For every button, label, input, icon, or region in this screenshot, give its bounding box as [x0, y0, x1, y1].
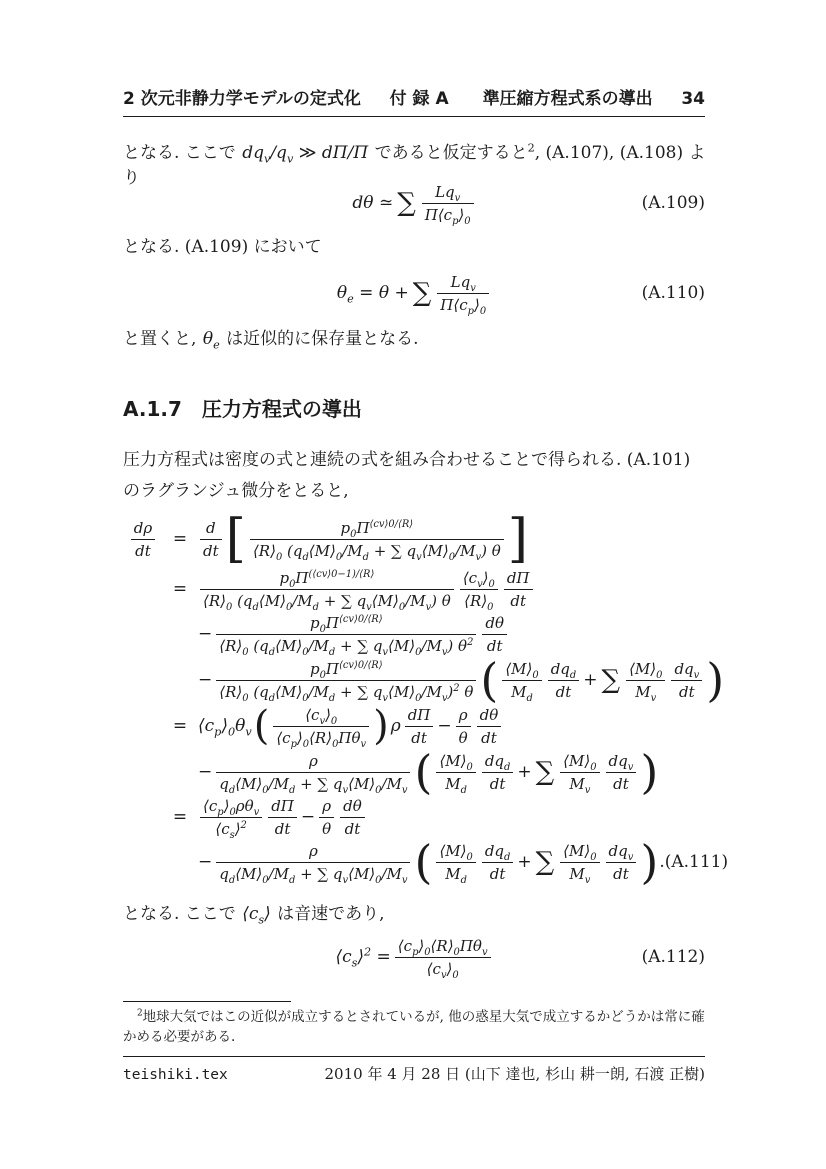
fraction: [216, 751, 410, 796]
fraction: [319, 797, 334, 838]
numerator: $dq_v$: [674, 659, 700, 681]
denominator: dt: [671, 680, 702, 701]
numerator: $p_0\Pi^{(⟨cv⟩0-1)/⟨R⟩}$: [279, 568, 375, 590]
denominator: dt: [405, 726, 434, 747]
denominator: dt: [131, 539, 155, 560]
fraction: [216, 841, 410, 886]
equation-a110: $\theta_e = \theta$ + ∑ $\frac{Lq_v}{\Pi⟨c_p⟩_0}$ (A.110): [336, 272, 705, 317]
fraction: [502, 659, 541, 704]
equation-row: − $\frac{\rho}{q_d⟨M⟩_0/M_d + \sum q_v⟨M⟩_0/M_v}$ ( $\frac{⟨M⟩_0}{M_d}$ $\frac{dq_d}{dt}$ + ∑ $\frac{⟨M⟩_0}{M_v}$ $\frac{dq_v}{dt}$ ): [198, 745, 659, 799]
footnote-marker: 2: [137, 1008, 143, 1019]
page-number: 34: [681, 89, 705, 109]
minus-sign: −: [300, 807, 316, 827]
equation-row: = $⟨c_p⟩_0\theta_v$ ( $\frac{⟨c_v⟩_0}{⟨c_p⟩_0⟨R⟩_0\Pi\theta_v}$ ) ρ $\frac{d\Pi}{dt}$ − $\frac{\rho}{\theta}$ $\frac{d\theta}{dt}$: [123, 704, 705, 748]
math-token: ρ: [390, 716, 401, 736]
fraction: [548, 660, 580, 701]
denominator: dt: [200, 539, 222, 560]
paragraph-intro-a110: [123, 235, 713, 260]
text-run: と置くと,: [123, 329, 202, 349]
plus-sign: +: [583, 670, 598, 690]
numerator: $⟨c_v⟩_0$: [305, 705, 338, 727]
fraction: [560, 751, 599, 796]
section-number: A.1.7: [123, 397, 182, 421]
denominator: dt: [482, 634, 507, 655]
fraction: [626, 659, 665, 704]
section-heading: [123, 393, 713, 422]
math-run: $\theta_e$: [202, 329, 220, 352]
numerator: $⟨c_p⟩_0⟨R⟩_0\Pi\theta_v$: [397, 936, 488, 958]
equation-a111: [123, 509, 729, 889]
denominator: $⟨c_p⟩_0⟨R⟩_0\Pi\theta_v$: [273, 726, 369, 747]
denominator: dt: [606, 772, 637, 793]
denominator: θ: [456, 726, 471, 747]
denominator: θ: [319, 817, 334, 838]
footnote-text: 地球大気ではこの近似が成立するとされているが, 他の惑星大気で成立するかどうかは常に確かめる必要がある.: [123, 1009, 705, 1045]
numerator: dρ: [133, 518, 153, 537]
equation-label: (A.111): [664, 852, 729, 872]
text-run: となる. ここで: [123, 143, 242, 163]
minus-sign: −: [198, 852, 213, 872]
denominator: dt: [268, 817, 297, 838]
equation-label: (A.110): [641, 283, 705, 303]
paragraph-pressure-eq: [123, 445, 708, 507]
numerator: $Lq_v$: [435, 182, 461, 204]
fraction: [456, 706, 471, 747]
numerator: $dq_v$: [608, 751, 634, 773]
numerator: $⟨M⟩_0$: [439, 751, 473, 773]
math-token: dθ ≃: [352, 193, 394, 213]
numerator: $p_0\Pi^{⟨cv⟩0/⟨R⟩}$: [340, 518, 414, 540]
fraction: [482, 752, 514, 793]
section-title: 圧力方程式の導出: [201, 397, 362, 421]
denominator: $q_d⟨M⟩_0/M_d$ + ∑ $q_v⟨M⟩_0/M_v$: [216, 772, 410, 793]
denominator: $M_v$: [560, 772, 599, 793]
denominator: $M_d$: [436, 772, 475, 793]
equation-row: − $\frac{p_0\Pi^{⟨cv⟩0/⟨R⟩}}{⟨R⟩_0 (q_d⟨M⟩_0/M_d + \sum q_v⟨M⟩_0/M_v)^2 \theta}$ ( $\frac{⟨M⟩_0}{M_d}$ $\frac{dq_d}{dt}$ + ∑ $\frac{⟨M⟩_0}{M_v}$ $\frac{dq_v}{dt}$ ): [198, 653, 725, 707]
numerator: ρ: [308, 841, 318, 860]
numerator: $dq_d$: [484, 841, 511, 863]
fraction: [268, 797, 297, 838]
fraction: [250, 518, 504, 563]
header-chapter-title: 2 次元非静力学モデルの定式化: [123, 89, 361, 109]
fraction: [560, 841, 599, 886]
numerator: $Lq_v$: [450, 272, 476, 294]
denominator: dt: [548, 680, 580, 701]
denominator: $⟨R⟩_0$ ($q_d⟨M⟩_0/M_d$ + ∑ $q_v⟨M⟩_0/M_v$) θ: [250, 539, 504, 560]
denominator: dt: [340, 817, 365, 838]
denominator: dt: [482, 862, 514, 883]
fraction: [200, 568, 454, 613]
numerator: $dq_d$: [484, 751, 511, 773]
fraction: [216, 659, 476, 704]
denominator: dt: [482, 772, 514, 793]
math-token: $⟨c_s⟩^2$ =: [335, 945, 391, 970]
equation-label: (A.109): [641, 193, 705, 213]
fraction: [422, 182, 474, 227]
numerator: dθ: [343, 796, 362, 815]
equals-sign: =: [172, 716, 188, 736]
numerator: $⟨M⟩_0$: [439, 841, 473, 863]
plus-sign: +: [517, 762, 532, 782]
denominator: $⟨R⟩_0$ ($q_d⟨M⟩_0/M_d$ + ∑ $q_v⟨M⟩_0/M_v)^2$ θ: [216, 680, 476, 701]
numerator: $⟨c_p⟩_0\rho\theta_v$: [203, 796, 260, 818]
numerator: dΠ: [271, 796, 294, 815]
fraction: [504, 569, 533, 610]
fraction: [395, 936, 491, 981]
equation-a112: [123, 934, 705, 980]
math-run: $dq_v/q_v$ ≫ dΠ/Π: [242, 143, 369, 166]
text-run: 圧力方程式は密度の式と連続の式を組み合わせることで得られる. (A.101) のラグランジュ微分をとると,: [123, 450, 691, 501]
denominator: $M_v$: [626, 680, 665, 701]
paragraph-conserved: [123, 327, 713, 352]
text-run: は近似的に保存量となる.: [220, 329, 419, 349]
equation-a109: dθ ≃ ∑ $\frac{Lq_v}{\Pi⟨c_p⟩_0}$ (A.109): [352, 182, 705, 227]
period: .: [659, 852, 665, 872]
header-appendix-title: 付 録 A 準圧縮方程式系の導出: [389, 89, 653, 109]
numerator: ρ: [458, 705, 468, 724]
numerator: $⟨c_v⟩_0$: [462, 568, 495, 590]
denominator: $M_v$: [560, 862, 599, 883]
fraction: [460, 568, 498, 613]
numerator: dθ: [485, 613, 504, 632]
equation-row: [123, 566, 705, 612]
math-run: $⟨c_s⟩$: [242, 904, 271, 927]
minus-sign: −: [198, 624, 213, 644]
denominator: $\Pi⟨c_p⟩_0$: [422, 203, 474, 224]
text-run: , (A.107), (A.108) より: [123, 143, 706, 188]
fraction: [437, 272, 489, 317]
numerator: dΠ: [506, 568, 530, 587]
paragraph-sound-speed: [123, 902, 713, 927]
text-run: となる. (A.109) において: [123, 237, 322, 257]
denominator: dt: [504, 589, 533, 610]
minus-sign: −: [198, 762, 213, 782]
denominator: $M_d$: [436, 862, 475, 883]
numerator: dΠ: [407, 705, 431, 724]
denominator: $⟨R⟩_0$ ($q_d⟨M⟩_0/M_d$ + ∑ $q_v⟨M⟩_0/M_v$) $\theta^2$: [216, 634, 476, 655]
page-header: [123, 84, 705, 117]
minus-sign: −: [198, 670, 213, 690]
footnote-ref: 2: [527, 141, 535, 155]
denominator: $⟨R⟩_0$ ($q_d⟨M⟩_0/M_d$ + ∑ $q_v⟨M⟩_0/M_v$) θ: [200, 589, 454, 610]
numerator: $dq_d$: [550, 659, 577, 681]
numerator: ρ: [308, 751, 318, 770]
numerator: $⟨M⟩_0$: [505, 659, 539, 681]
fraction: [482, 842, 514, 883]
denominator: $\Pi⟨c_p⟩_0$: [437, 293, 489, 314]
numerator: $dq_v$: [608, 841, 634, 863]
minus-sign: −: [437, 716, 452, 736]
equation-row: [123, 612, 705, 656]
text-run: となる. ここで: [123, 904, 242, 924]
footnote: [123, 1007, 708, 1047]
plus-sign: +: [517, 852, 532, 872]
fraction: [200, 519, 222, 560]
fraction: [671, 660, 702, 701]
footer-rule: [123, 1056, 705, 1057]
fraction: [131, 519, 155, 560]
fraction: [436, 841, 475, 886]
math-token: $\theta_e = \theta$ +: [336, 283, 409, 306]
numerator: d: [206, 518, 216, 537]
equation-row: − $\frac{\rho}{q_d⟨M⟩_0/M_d + \sum q_v⟨M⟩_0/M_v}$ ( $\frac{⟨M⟩_0}{M_d}$ $\frac{dq_d}{dt}$ + ∑ $\frac{⟨M⟩_0}{M_v}$ $\frac{dq_v}{dt}$ ) . (A.111): [198, 835, 729, 889]
page-footer: [123, 1063, 705, 1084]
equals-sign: =: [172, 529, 188, 549]
math-token: $⟨c_p⟩_0\theta_v$: [198, 716, 252, 739]
footer-date-authors: 2010 年 4 月 28 日 (山下 達也, 杉山 耕一朗, 石渡 正樹): [324, 1065, 705, 1083]
numerator: ρ: [322, 796, 332, 815]
equation-label: (A.112): [641, 947, 705, 967]
fraction: [606, 842, 637, 883]
equation-row: $\frac{d\rho}{dt}$ = $\frac{d}{dt}$ [ $\frac{p_0\Pi^{⟨cv⟩0/⟨R⟩}}{⟨R⟩_0 (q_d⟨M⟩_0/M_d + \sum q_v⟨M⟩_0/M_v) \theta}$ ]: [123, 512, 705, 566]
footer-filename: teishiki.tex: [123, 1067, 228, 1083]
equation-row: [123, 796, 705, 841]
fraction: [436, 751, 475, 796]
text-run: であると仮定すると: [369, 143, 528, 163]
fraction: [482, 614, 507, 655]
numerator: $⟨M⟩_0$: [563, 841, 597, 863]
denominator: dt: [477, 726, 502, 747]
numerator: $p_0\Pi^{⟨cv⟩0/⟨R⟩}$: [310, 659, 383, 681]
fraction: [216, 613, 476, 658]
equation-lhs: [123, 519, 163, 560]
fraction: [606, 752, 637, 793]
fraction: [273, 705, 369, 750]
denominator: $q_d⟨M⟩_0/M_d$ + ∑ $q_v⟨M⟩_0/M_v$: [216, 862, 410, 883]
equals-sign: =: [172, 807, 188, 827]
numerator: $⟨M⟩_0$: [629, 659, 663, 681]
denominator: $⟨R⟩_0$: [460, 589, 498, 610]
numerator: $⟨M⟩_0$: [563, 751, 597, 773]
denominator: $M_d$: [502, 680, 541, 701]
fraction: [200, 796, 262, 841]
equals-sign: =: [172, 579, 188, 599]
text-run: は音速であり,: [271, 904, 385, 924]
denominator: $⟨c_v⟩_0$: [395, 957, 491, 978]
numerator: dθ: [479, 705, 499, 724]
fraction: [477, 706, 502, 747]
footnote-rule: [123, 1001, 291, 1002]
fraction: [405, 706, 434, 747]
denominator: $⟨c_s⟩^2$: [200, 817, 262, 838]
denominator: dt: [606, 862, 637, 883]
fraction: [340, 797, 365, 838]
numerator: $p_0\Pi^{⟨cv⟩0/⟨R⟩}$: [310, 613, 383, 635]
